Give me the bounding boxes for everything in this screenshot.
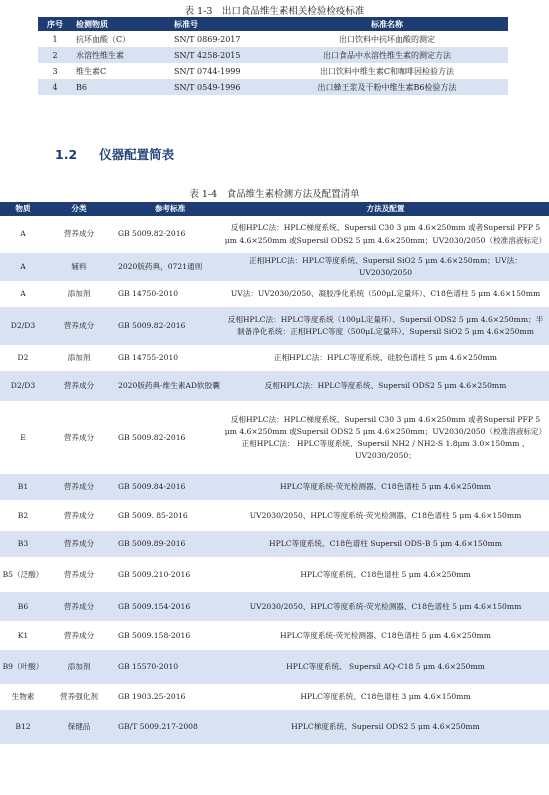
section-title: 仪器配置简表 — [99, 147, 175, 162]
cell-category: 营养成分 — [46, 371, 112, 401]
table-row — [0, 371, 549, 401]
cell-method-config: HPLC等度系统、C18色谱柱 3 μm 4.6×150mm — [300, 692, 471, 702]
cell-substance: K1 — [17, 630, 29, 640]
cell-substance: A — [20, 229, 26, 239]
table-row — [0, 281, 549, 307]
cell-method-config: HPLC等度系统-荧光检测器、C18色谱柱 5 μm 4.6×250mm — [222, 474, 549, 500]
column-header-no: 序号 — [38, 17, 72, 31]
cell-reference-standard: GB 14755-2010 — [118, 353, 179, 363]
cell-substance: D2 — [17, 353, 29, 363]
cell-substance: 生物素 — [11, 692, 35, 702]
cell-no: 4 — [38, 79, 72, 95]
column-header-method-config: 方法及配置 — [222, 202, 549, 216]
cell-category: 添加剂 — [46, 650, 112, 684]
cell-reference-standard: GB 5009. 85-2016 — [118, 510, 188, 520]
cell-substance: D2/D3 — [0, 371, 46, 401]
cell-category: 营养成分 — [46, 531, 112, 557]
table-row — [38, 47, 508, 63]
cell-standard-no: SN/T 0744-1999 — [174, 66, 241, 76]
cell-reference-standard: GB 14750-2010 — [118, 289, 179, 299]
column-header-standard-name: 标准名称 — [266, 17, 508, 31]
cell-category: 辅料 — [46, 253, 112, 281]
table-row — [0, 253, 549, 281]
cell-no: 3 — [52, 66, 58, 76]
cell-no: 2 — [38, 47, 72, 63]
cell-substance: B2 — [17, 510, 29, 520]
column-header-category: 分类 — [46, 202, 112, 216]
table-row — [0, 345, 549, 371]
table-row — [0, 710, 549, 744]
cell-reference-standard: GB 5009.210-2016 — [118, 569, 191, 579]
section-heading — [55, 145, 196, 163]
cell-standard-name: 出口食品中水溶性维生素的测定方法 — [266, 47, 508, 63]
cell-reference-standard: GB 5009.82-2016 — [112, 307, 222, 345]
cell-category: 营养成分 — [46, 474, 112, 500]
cell-category: 添加剂 — [67, 289, 91, 299]
cell-method-config: HPLC梯度系统、Supersil ODS2 5 μm 4.6×250mm — [222, 710, 549, 744]
cell-reference-standard: GB 5009.82-2016 — [118, 229, 186, 239]
cell-standard-name: 出口饮料中维生素C和咖啡因检验方法 — [319, 66, 455, 76]
cell-reference-standard: 2020版药典，0721通则 — [112, 253, 222, 281]
cell-method-config: UV2030/2050、HPLC等度系统-荧光检测器、C18色谱柱 5 μm 4.6×150mm — [249, 510, 522, 520]
cell-reference-standard: GB 5009.89-2016 — [112, 531, 222, 557]
table-row — [38, 79, 508, 95]
column-header-substance: 物质 — [0, 202, 46, 216]
vitamin-methods-table — [0, 202, 549, 744]
cell-method-config: 反相HPLC法：HPLC梯度系统、Supersil C30 3 μm 4.6×250mm 或者Supersil PFP 5 μm 4.6×250mm 或Supersil ODS2 5 μm 4.6×250mm；UV2030/2050（校准溶液标定） — [224, 223, 547, 245]
cell-standard-no: SN/T 0869-2017 — [174, 34, 241, 44]
cell-substance: B6 — [72, 79, 170, 95]
cell-standard-name: 出口蜂王浆及干粉中维生素B6检验方法 — [266, 79, 508, 95]
cell-substance: B1 — [0, 474, 46, 500]
cell-method-config: UV法：UV2030/2050、凝胶净化系统（500μL定量环）、C18色谱柱 5 μm 4.6×150mm — [230, 289, 541, 299]
table-row — [0, 500, 549, 531]
table-row — [0, 401, 549, 474]
section-number: 1.2 — [55, 147, 78, 162]
table-row — [0, 650, 549, 684]
table-body — [0, 216, 549, 744]
cell-substance: B6 — [0, 592, 46, 621]
cell-method-config: UV2030/2050、HPLC等度系统-荧光检测器、C18色谱柱 5 μm 4.6×150mm — [222, 592, 549, 621]
cell-substance: 抗坏血酸（C） — [76, 34, 131, 44]
cell-reference-standard: 2020版药典-维生素AD软胶囊 — [112, 371, 222, 401]
column-header-standard-no: 标准号 — [170, 17, 266, 31]
cell-substance: B9（叶酸） — [0, 650, 46, 684]
table-row — [0, 216, 549, 253]
cell-category: 营养成分 — [46, 307, 112, 345]
cell-reference-standard: GB/T 5009.217-2008 — [112, 710, 222, 744]
cell-reference-standard: GB 5009.154-2016 — [112, 592, 222, 621]
table-row — [0, 474, 549, 500]
cell-method-config: 正相HPLC法：HPLC等度系统、硅胶色谱柱 5 μm 4.6×250mm — [273, 353, 498, 363]
cell-reference-standard: GB 5009.84-2016 — [112, 474, 222, 500]
cell-reference-standard: GB 15570-2010 — [112, 650, 222, 684]
table-row — [0, 531, 549, 557]
cell-method-config: HPLC等度系统、C18色谱柱 5 μm 4.6×250mm — [300, 569, 471, 579]
cell-method-config: HPLC等度系统-荧光检测器、C18色谱柱 5 μm 4.6×250mm — [280, 630, 491, 640]
column-header-reference-standard: 参考标准 — [112, 202, 222, 216]
cell-reference-standard: GB 5009.82-2016 — [118, 432, 186, 442]
cell-category: 营养成分 — [63, 432, 95, 442]
table-1-3-caption: 表 1-3 出口食品维生素相关检验检疫标准 — [184, 6, 365, 17]
cell-substance: E — [20, 432, 26, 442]
cell-method-config: HPLC等度系统、C18色谱柱 Supersil ODS-B 5 μm 4.6×150mm — [222, 531, 549, 557]
cell-category: 营养成分 — [63, 229, 95, 239]
cell-category: 保健品 — [46, 710, 112, 744]
cell-substance: A — [0, 253, 46, 281]
cell-category: 营养强化剂 — [60, 692, 98, 702]
cell-category: 添加剂 — [67, 353, 91, 363]
cell-reference-standard: GB 5009.158-2016 — [118, 630, 191, 640]
cell-method-config: 反相HPLC法：HPLC梯度系统、Supersil C30 3 μm 4.6×250mm 或者Supersil PFP 5 μm 4.6×250mm 或Supersil ODS2 5 μm 4.6×250mm；UV2030/2050（校准溶液标定）正相HPLC法： HPLC等度系统、Supersil NH2 / NH2-S 1.8μm 3.0×150mm 、UV2030/2050； — [224, 414, 547, 460]
table-row — [38, 31, 508, 47]
cell-standard-no: SN/T 0549-1996 — [170, 79, 266, 95]
cell-reference-standard: GB 1903.25-2016 — [118, 692, 186, 702]
cell-standard-no: SN/T 4258-2015 — [170, 47, 266, 63]
cell-method-config: 正相HPLC法：HPLC等度系统、Supersil SiO2 5 μm 4.6×250mm；UV法：UV2030/2050 — [222, 253, 549, 281]
cell-substance: B5（泛酸） — [2, 569, 44, 579]
table-row — [0, 592, 549, 621]
cell-substance: 维生素C — [76, 66, 107, 76]
cell-no: 1 — [52, 34, 58, 44]
cell-category: 营养成分 — [63, 510, 95, 520]
cell-category: 营养成分 — [46, 592, 112, 621]
cell-method-config: HPLC等度系统、 Supersil AQ-C18 5 μm 4.6×250mm — [222, 650, 549, 684]
column-header-substance: 检测物质 — [72, 17, 170, 31]
cell-category: 营养成分 — [63, 569, 95, 579]
table-row — [0, 621, 549, 650]
cell-method-config: 反相HPLC法：HPLC等度系统（100μL定量环）、Supersil ODS2 5 μm 4.6×250mm；半制备净化系统：正相HPLC等度（500μL定量环）、Supersil SiO2 5 μm 4.6×250mm — [222, 307, 549, 345]
cell-substance: 水溶性维生素 — [72, 47, 170, 63]
cell-substance: B3 — [0, 531, 46, 557]
cell-category: 营养成分 — [63, 630, 95, 640]
table-1-4-caption: 表 1-4 食品维生素检测方法及配置清单 — [189, 189, 360, 200]
cell-substance: D2/D3 — [0, 307, 46, 345]
table-row — [0, 307, 549, 345]
cell-substance: A — [20, 289, 26, 299]
table-row — [38, 63, 508, 79]
cell-standard-name: 出口饮料中抗坏血酸的测定 — [339, 34, 435, 44]
table-row — [0, 684, 549, 710]
cell-method-config: 反相HPLC法：HPLC等度系统、Supersil ODS2 5 μm 4.6×250mm — [222, 371, 549, 401]
export-standards-table — [38, 17, 508, 95]
cell-substance: B12 — [0, 710, 46, 744]
table-row — [0, 557, 549, 592]
table-header-row — [38, 17, 508, 31]
table-header-row — [0, 202, 549, 216]
